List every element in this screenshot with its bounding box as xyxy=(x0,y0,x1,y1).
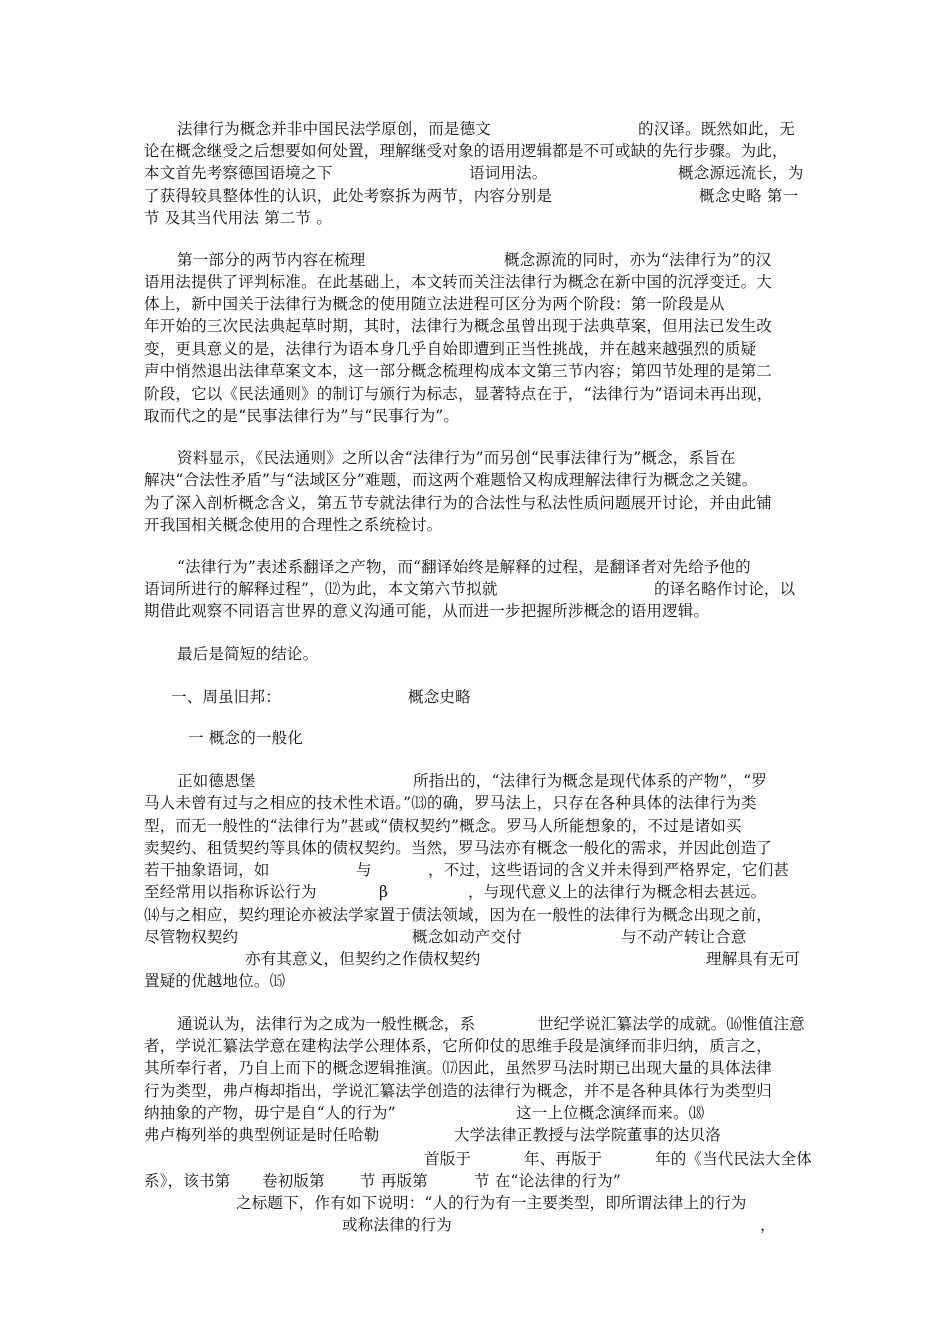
text-line: 纳抽象的产物，毋宁是自“人的行为” xyxy=(144,1104,396,1122)
text-line: 弗卢梅列举的典型例证是时任哈勒 xyxy=(144,1126,380,1144)
text-line: 开我国相关概念使用的合理性之系统检讨。 xyxy=(144,516,443,534)
text-line: 语词所进行的解释过程”，⑿为此，本文第六节拟就 xyxy=(144,580,498,598)
text-line: 变，更具意义的是，法律行为语本身几乎自始即遭到正当性挑战，并在越来越强烈的质疑 xyxy=(144,340,757,358)
text-line: ， xyxy=(760,1216,776,1234)
text-line: 系》，该书第 xyxy=(144,1172,231,1190)
text-line: 世纪学说汇纂法学的成就。⒃惟值注意 xyxy=(538,1015,805,1033)
text-line: 卷初版第 xyxy=(262,1172,325,1190)
text-line: 这一上位概念演绎而来。⒅ xyxy=(516,1104,705,1122)
text-line: 语词用法。 xyxy=(469,164,548,182)
beta-symbol: β xyxy=(379,883,389,901)
text-line: 本文首先考察德国语境之下 xyxy=(144,164,333,182)
text-line: 第一部分的两节内容在梳理 xyxy=(177,251,366,269)
text-line: 若干抽象语词，如 xyxy=(144,861,270,879)
text-line: 期借此观察不同语言世界的意义沟通可能，从而进一步把握所涉概念的语用逻辑。 xyxy=(144,602,710,620)
text-line: 卖契约、租赁契约等具体的债权契约。当然，罗马法亦有概念一般化的需求，并因此创造了 xyxy=(144,839,773,857)
text-line: “法律行为”表述系翻译之产物，而“翻译始终是解释的过程，是翻译者对先给予他的 xyxy=(177,558,751,576)
text-line: 概念史略 第一 xyxy=(699,187,799,205)
text-line: 行为类型，弗卢梅却指出，学说汇纂法学创造的法律行为概念，并不是各种具体行为类型归 xyxy=(144,1082,773,1100)
text-line: 节 再版第 xyxy=(360,1172,428,1190)
text-line: 节 在“论法律的行为” xyxy=(474,1172,621,1190)
text-line: 首版于 xyxy=(424,1150,472,1168)
text-line: 其所奉行者，乃自上而下的概念逻辑推演。⒄因此，虽然罗马法时期已出现大量的具体法律 xyxy=(144,1059,773,1077)
text-line: 通说认为，法律行为之成为一般性概念，系 xyxy=(177,1015,476,1033)
text-line: 解决“合法性矛盾”与“法域区分”难题，而这两个难题恰又构成理解法律行为概念之关键。 xyxy=(144,471,758,489)
text-line: 了获得较具整体性的认识，此处考察拆为两节，内容分别是 xyxy=(144,187,553,205)
text-line: 年、再版于 xyxy=(524,1150,603,1168)
text-line: 之标题下，作有如下说明：“人的行为有一主要类型，即所谓法律上的行为 xyxy=(236,1194,747,1212)
text-line: 至经常用以指称诉讼行为 xyxy=(144,883,317,901)
text-line: 与 xyxy=(356,861,372,879)
text-line: 者，学说汇纂法学意在建构法学公理体系，它所仰仗的思维手段是演绎而非归纳，质言之， xyxy=(144,1037,773,1055)
text-line: 概念源流的同时，亦为“法律行为”的汉 xyxy=(504,251,772,269)
text-line: 声中悄然退出法律草案文本，这一部分概念梳理构成本文第三节内容；第四节处理的是第二 xyxy=(144,362,773,380)
text-line: 置疑的优越地位。⒂ xyxy=(144,972,286,990)
text-line: 年的《当代民法大全体 xyxy=(655,1150,813,1168)
text-line: 体上，新中国关于法律行为概念的使用随立法进程可区分为两个阶段：第一阶段是从 xyxy=(144,295,725,313)
text-line: 亦有其意义，但契约之作债权契约 xyxy=(245,950,481,968)
text-line: 为了深入剖析概念含义，第五节专就法律行为的合法性与私法性质问题展开讨论，并由此铺 xyxy=(144,494,773,512)
text-line: 概念源远流长，为 xyxy=(678,164,804,182)
text-line: 论在概念继受之后想要如何处置，理解继受对象的语用逻辑都是不可或缺的先行步骤。为此， xyxy=(144,142,788,160)
text-line: 尽管物权契约 xyxy=(144,928,239,946)
text-line: 与不动产转让合意 xyxy=(621,928,747,946)
text-line: ，与现代意义上的法律行为概念相去甚远。 xyxy=(468,883,767,901)
text-line: 概念如动产交付 xyxy=(412,928,522,946)
text-line: 的译名略作讨论，以 xyxy=(654,580,796,598)
text-line: 年开始的三次民法典起草时期，其时，法律行为概念虽曾出现于法典草案，但用法已发生改 xyxy=(144,317,773,335)
text-line: 马人未曾有过与之相应的技术性术语。”⒀的确，罗马法上，只存在各种具体的法律行为类 xyxy=(144,794,757,812)
text-line: 理解具有无可 xyxy=(706,950,801,968)
text-line: 资料显示，《民法通则》之所以舍“法律行为”而另创“民事法律行为”概念，系旨在 xyxy=(177,449,736,467)
text-line: 阶段，它以《民法通则》的制订与颁行为标志，显著特点在于，“法律行为”语词未再出现， xyxy=(144,385,773,403)
text-line: 或称法律的行为 xyxy=(342,1216,452,1234)
text-line: 所指出的，“法律行为概念是现代体系的产物”，“罗 xyxy=(413,772,768,790)
section-heading-label: 一、周虽旧邦： xyxy=(171,688,281,706)
text-line: ，不过，这些语词的含义并未得到严格界定，它们甚 xyxy=(428,861,790,879)
text-line: 节 及其当代用法 第二节 。 xyxy=(144,209,333,227)
text-line: 大学法律正教授与法学院董事的达贝洛 xyxy=(454,1126,721,1144)
subsection-heading-title: 一 概念的一般化 xyxy=(188,729,304,747)
text-line: 取而代之的是“民事法律行为”与“民事行为”。 xyxy=(144,407,460,425)
text-line: 正如德恩堡 xyxy=(177,772,256,790)
section-heading-title: 概念史略 xyxy=(408,688,471,706)
text-line: 法律行为概念并非中国民法学原创，而是德文 xyxy=(177,120,492,138)
text-line: 语用法提供了评判标准。在此基础上，本文转而关注法律行为概念在新中国的沉浮变迁。大 xyxy=(144,273,773,291)
text-line: 最后是简短的结论。 xyxy=(177,645,319,663)
text-line: 的汉译。既然如此，无 xyxy=(638,120,796,138)
text-line: ⒁与之相应，契约理论亦被法学家置于债法领域，因为在一般性的法律行为概念出现之前， xyxy=(144,906,773,924)
text-line: 型，而无一般性的“法律行为”甚或“债权契约”概念。罗马人所能想象的，不过是诸如买 xyxy=(144,817,742,835)
